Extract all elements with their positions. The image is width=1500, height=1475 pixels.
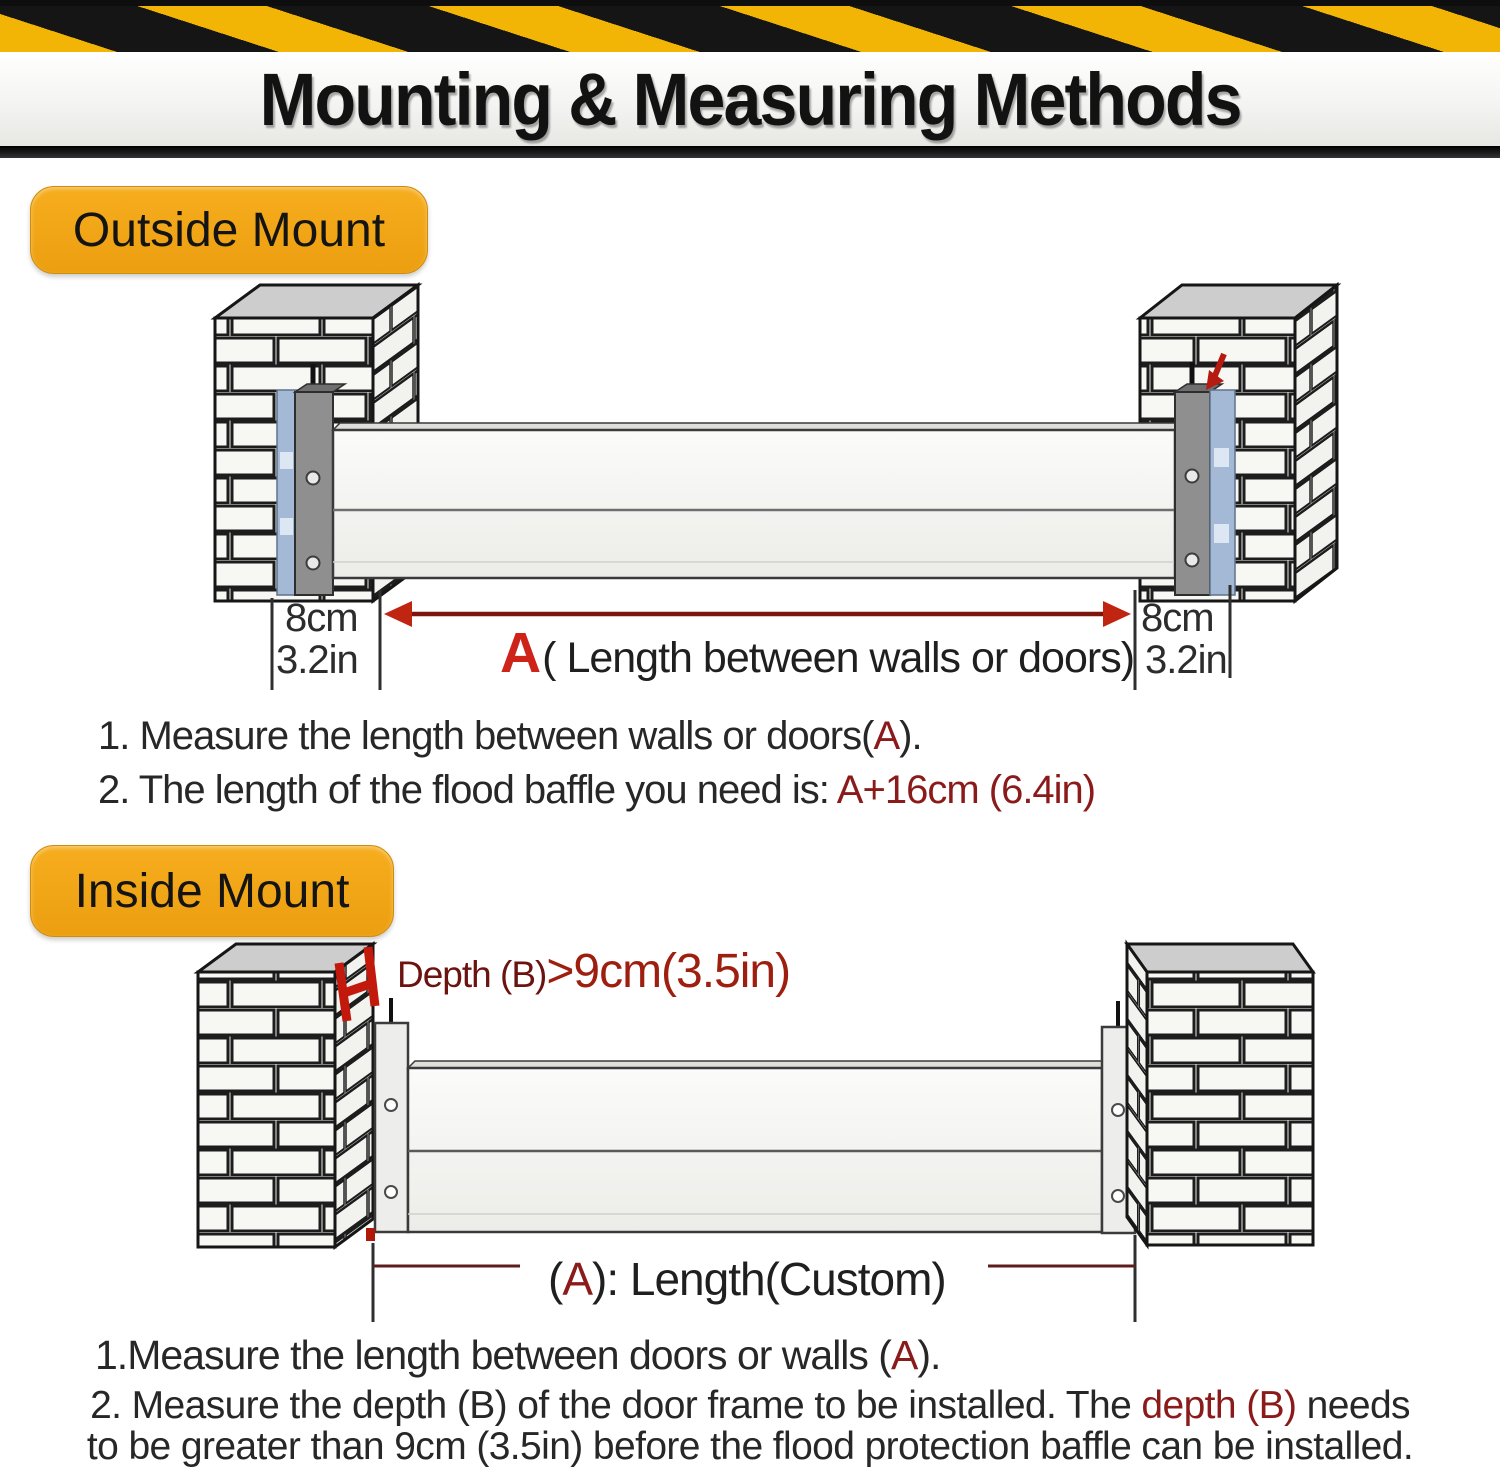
outside-mount-badge-label: Outside Mount: [72, 203, 386, 257]
warning-tape-band: [0, 0, 1500, 56]
length-between-walls-label: [500, 620, 1134, 686]
depth-label-prefix: Depth (B): [397, 954, 547, 995]
length-letter-caption: ( Length between walls or doors): [542, 634, 1135, 682]
offset-left-inch: 3.2in: [276, 638, 358, 682]
flood-barrier-panel-inside: [408, 1061, 1109, 1232]
inside-step-1: 1.Measure the length between doors or walls (A).: [95, 1332, 941, 1378]
offset-right-inch: 3.2in: [1145, 638, 1227, 682]
divider-bar: [0, 146, 1500, 158]
depth-label-value: >9cm(3.5in): [546, 945, 791, 998]
inside-mount-badge-label: Inside Mount: [74, 864, 350, 918]
custom-length-label: (A): Length(Custom): [548, 1253, 946, 1305]
depth-mark-red: [366, 1228, 375, 1241]
inside-step-2-line-2: to be greater than 9cm (3.5in) before the flood protection baffle can be installed.: [86, 1424, 1414, 1468]
outside-mount-badge: [30, 186, 428, 274]
inside-step-2: [25, 1386, 1475, 1467]
outside-step-1: 1. Measure the length between walls or doors(A).: [98, 714, 922, 758]
offset-left-cm: 8cm: [285, 596, 358, 640]
length-letter-a: A: [500, 621, 541, 685]
title-band: [0, 52, 1500, 146]
inside-step-2-line-1: 2. Measure the depth (B) of the door frame to be installed. The depth (B) needs: [90, 1384, 1410, 1427]
seal-strip-right: [1210, 390, 1235, 595]
offset-right-cm: 8cm: [1141, 596, 1214, 640]
right-wall-pillar-inside: [1127, 944, 1313, 1245]
page-title: Mounting & Measuring Methods: [259, 57, 1241, 141]
depth-requirement-label: [397, 944, 790, 999]
inside-mount-badge: [30, 845, 394, 937]
outside-step-2: 2. The length of the flood baffle you need is: A+16cm (6.4in): [98, 768, 1096, 812]
flood-barrier-panel: [333, 423, 1182, 578]
